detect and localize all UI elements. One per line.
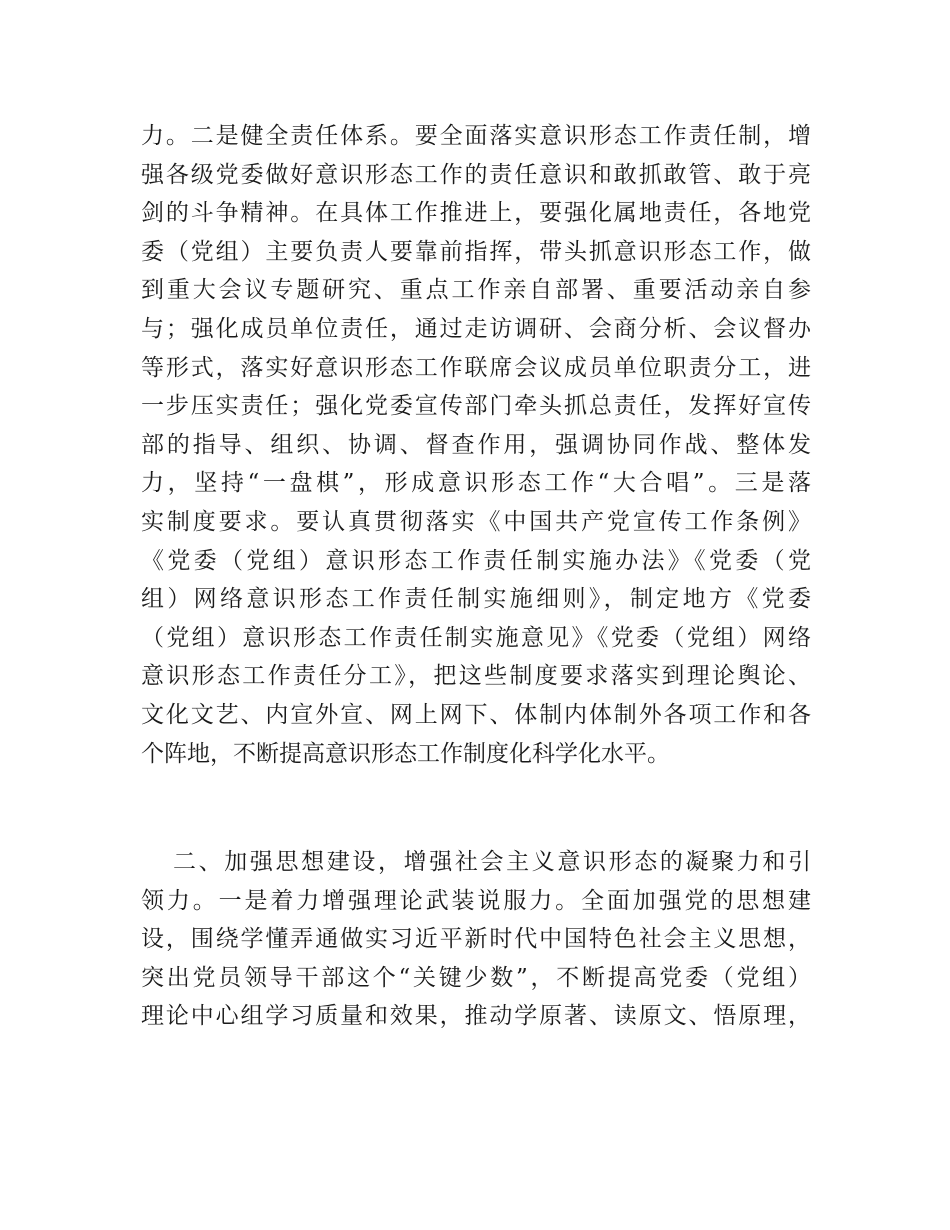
paragraph-responsibility-system (141, 117, 811, 773)
paragraph-ideological-building (141, 843, 811, 1036)
text-line: 强各级党委做好意识形态工作的责任意识和敢抓敢管、敢于亮 (141, 161, 811, 188)
text-line: 组）网络意识形态工作责任制实施细则》，制定地方《党委 (141, 586, 811, 613)
text-line: 领力。一是着力增强理论武装说服力。全面加强党的思想建 (141, 887, 811, 914)
text-line: 理论中心组学习质量和效果，推动学原著、读原文、悟原理， (141, 1003, 811, 1030)
text-line: 设，围绕学懂弄通做实习近平新时代中国特色社会主义思想， (141, 926, 811, 953)
text-line: 意识形态工作责任分工》，把这些制度要求落实到理论舆论、 (141, 663, 811, 690)
text-line: 力，坚持“一盘棋”，形成意识形态工作“大合唱”。三是落 (141, 470, 811, 497)
text-line: 突出党员领导干部这个“关键少数”，不断提高党委（党组） (141, 964, 811, 991)
text-line: 剑的斗争精神。在具体工作推进上，要强化属地责任，各地党 (141, 200, 811, 227)
text-line: 等形式，落实好意识形态工作联席会议成员单位职责分工，进 (141, 354, 811, 381)
text-line: 个阵地，不断提高意识形态工作制度化科学化水平。 (141, 740, 670, 767)
text-line: 与；强化成员单位责任，通过走访调研、会商分析、会议督办 (141, 315, 811, 342)
text-line: （党组）意识形态工作责任制实施意见》《党委（党组）网络 (141, 624, 811, 651)
text-line: 《党委（党组）意识形态工作责任制实施办法》《党委（党 (141, 547, 811, 574)
text-line: 委（党组）主要负责人要靠前指挥，带头抓意识形态工作，做 (141, 238, 811, 265)
text-line: 实制度要求。要认真贯彻落实《中国共产党宣传工作条例》 (141, 508, 811, 535)
text-line: 力。二是健全责任体系。要全面落实意识形态工作责任制，增 (141, 123, 811, 149)
text-line: 文化文艺、内宣外宣、网上网下、体制内体制外各项工作和各 (141, 701, 811, 728)
text-line: 到重大会议专题研究、重点工作亲自部署、重要活动亲自参 (141, 277, 811, 304)
text-line: 一步压实责任；强化党委宣传部门牵头抓总责任，发挥好宣传 (141, 393, 811, 420)
section-heading-line: 二、加强思想建设，增强社会主义意识形态的凝聚力和引 (173, 849, 811, 875)
text-line: 部的指导、组织、协调、督查作用，强调协同作战、整体发 (141, 431, 811, 458)
